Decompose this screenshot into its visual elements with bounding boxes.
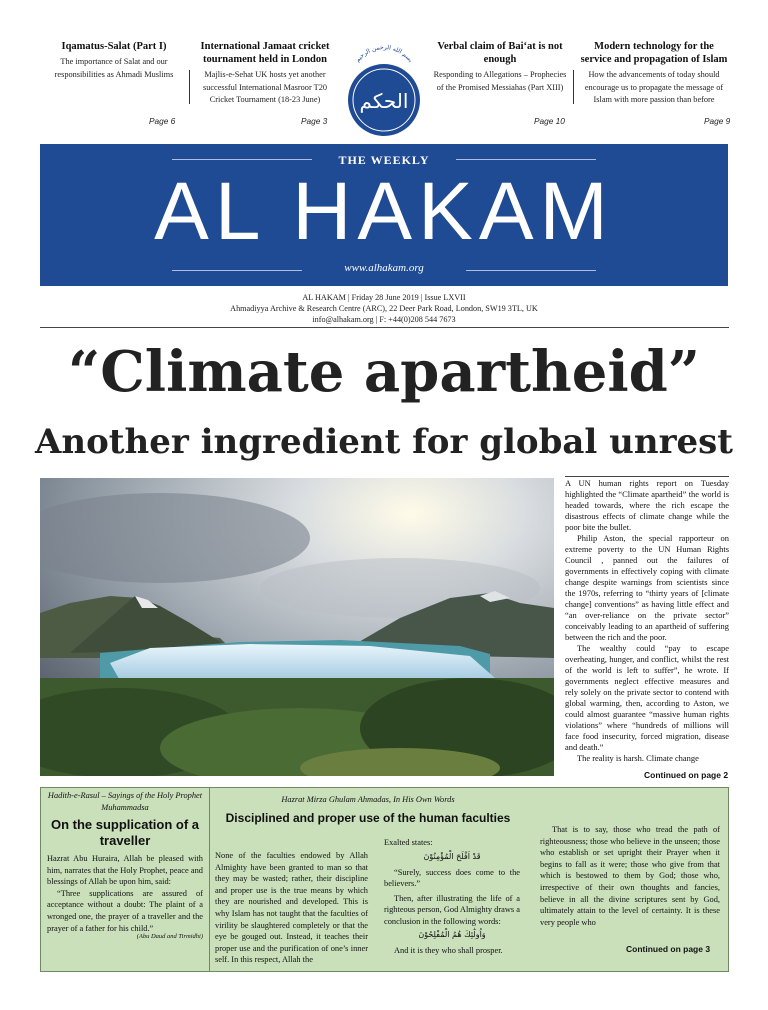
words-column-2 [384,837,520,956]
hadith-source: (Abu Daud and Tirmidhi) [136,933,203,941]
teaser-title: International Jamaat cricket tournament held in London [200,41,330,65]
continued-link[interactable]: Continued on page 3 [626,944,711,954]
teaser-cricket[interactable] [193,40,337,107]
divider [189,70,190,104]
article-paragraph: The reality is harsh. Climate change [577,753,699,763]
teaser-title: Iqamatus-Salat (Part I) [61,41,167,52]
divider [573,70,574,104]
teaser-page: Page 6 [149,116,176,126]
words-text: And it is they who shall prosper. [394,945,503,955]
teaser-salat[interactable] [44,40,184,81]
quran-verse: وَاُولٰٓئِكَ هُمُ الْمُفْلِحُوْنَ [418,929,486,939]
teaser-page: Page 10 [534,116,565,126]
divider [40,327,729,328]
masthead-weekly: THE WEEKLY [338,153,430,167]
masthead-title: AL HAKAM [154,166,614,257]
divider [209,788,210,971]
teaser-text: Majlis-e-Sehat UK hosts yet another successful International Masroor T20 Cricket Tournament (18-23 June) [202,70,328,104]
teaser-text: How the advancements of today should encourage us to propagate the message of Islam with more passion than before [584,70,724,104]
words-section-label: Hazrat Mirza Ghulam Ahmadas, In His Own Words [281,795,455,804]
issue-info: AL HAKAM | Friday 28 June 2019 | Issue LXVII [302,293,466,302]
hadith-text: Hazrat Abu Huraira, Allah be pleased with him, narrates that the Holy Prophet, peace and blessings of Allah be upon him, said: [47,854,203,887]
words-text: Exalted states: [384,838,433,847]
words-text: Then, after illustrating the life of a righteous person, God Almighty draws a conclusion in the following words: [384,893,520,926]
emblem-logo [340,40,428,140]
teaser-page: Page 3 [301,116,328,126]
hadith-text: “Three supplications are assured of acceptance without a doubt: The plaint of a wronged one, the prayer of a traveller and the prayer of a father for his child.” [47,888,203,933]
article-paragraph: A UN human rights report on Tuesday highlighted the “Climate apartheid” the world is headed towards, where the rich escape the disastrous effects of climate change while the poor bite the bullet. [565,478,729,532]
words-title: Disciplined and proper use of the human faculties [225,811,511,825]
teaser-title: Verbal claim of Bai‘at is not enough [437,41,563,65]
words-column-3: That is to say, those who tread the path of righteousness; those who believe in the unseen; those who establish or set upright their Prayer when it begins to fall as it were; those who give from that which is bestowed to them by God; those who, irrespective of their own thoughts and fancies, believe in all the divine scriptures sent by God, ultimately attain to the level of certainty. It is these very people who [540,825,720,927]
glacier-photo [40,478,554,776]
masthead-website[interactable]: www.alhakam.org [344,262,424,274]
divider [565,476,729,477]
teaser-technology[interactable] [580,40,728,107]
teaser-text: Responding to Allegations – Prophecies of the Promised Messiahas (Part XIII) [433,70,567,92]
headline-main: “Climate apartheid” [68,339,700,405]
svg-text:بسم الله الرحمن الرحيم [354,44,414,64]
article-body [565,478,729,764]
article-paragraph: The wealthy could “pay to escape overheating, hunger, and conflict, whilst the rest of the world is left to suffer”, he wrote. If governments neglect effective measures and rely solely on the private sector to contend with global warming, then, according to Aston, we could almost guarantee “massive human rights violations” where “hundreds of millions will face food insecurity, forced migration, disease and death.” [565,643,729,752]
continued-link[interactable]: Continued on page 2 [644,770,729,780]
address-info: Ahmadiyya Archive & Research Centre (ARC), 22 Deer Park Road, London, SW19 3TL, UK [230,304,538,313]
article-paragraph: Philip Aston, the special rapporteur on extreme poverty to the UN Human Rights Council , panned out the failures of governments in effectively coping with climate change despite warnings from scientists since the 1970s, referring to “thirty years of [climate change] conventions” as having little effect and “an over-reliance on the private sector” conceivably leading to an apartheid of suffering between the rich and the poor. [565,533,729,642]
teaser-title: Modern technology for the service and propagation of Islam [580,41,728,65]
teaser-page: Page 9 [704,116,731,126]
hadith-section-label: Hadith-e-Rasul – Sayings of the Holy Prophet Muhammadsa [47,791,203,812]
teaser-baiat[interactable] [430,40,570,94]
emblem-calligraphy: الحكم [359,89,409,113]
words-column-1: None of the faculties endowed by Allah Almighty have been granted to man so that they may be wasted; rather, their discipline and proper use is the true means by which they are nourished and developed. This is why Islam has not taught that the faculties of virility be slaughtered completely or that the eye be gouged out. Instead, it teaches their proper use and the purification of one’s inner self. In this respect, Allah the [215,851,368,965]
contact-info: info@alhakam.org | F: +44(0)208 544 7673 [312,315,456,324]
emblem-arc-text: بسم الله الرحمن الرحيم [354,44,414,64]
hadith-section [47,790,203,940]
headline-sub: Another ingredient for global unrest [35,422,733,462]
quran-verse: قَدْ اَفْلَحَ الْمُؤْمِنُوْنَ [423,851,481,861]
words-text: “Surely, success does come to the believers.” [384,867,520,889]
masthead [40,144,728,286]
hadith-title: On the supplication of a traveller [50,817,200,848]
teaser-text: The importance of Salat and our responsibilities as Ahmadi Muslims [54,57,174,79]
